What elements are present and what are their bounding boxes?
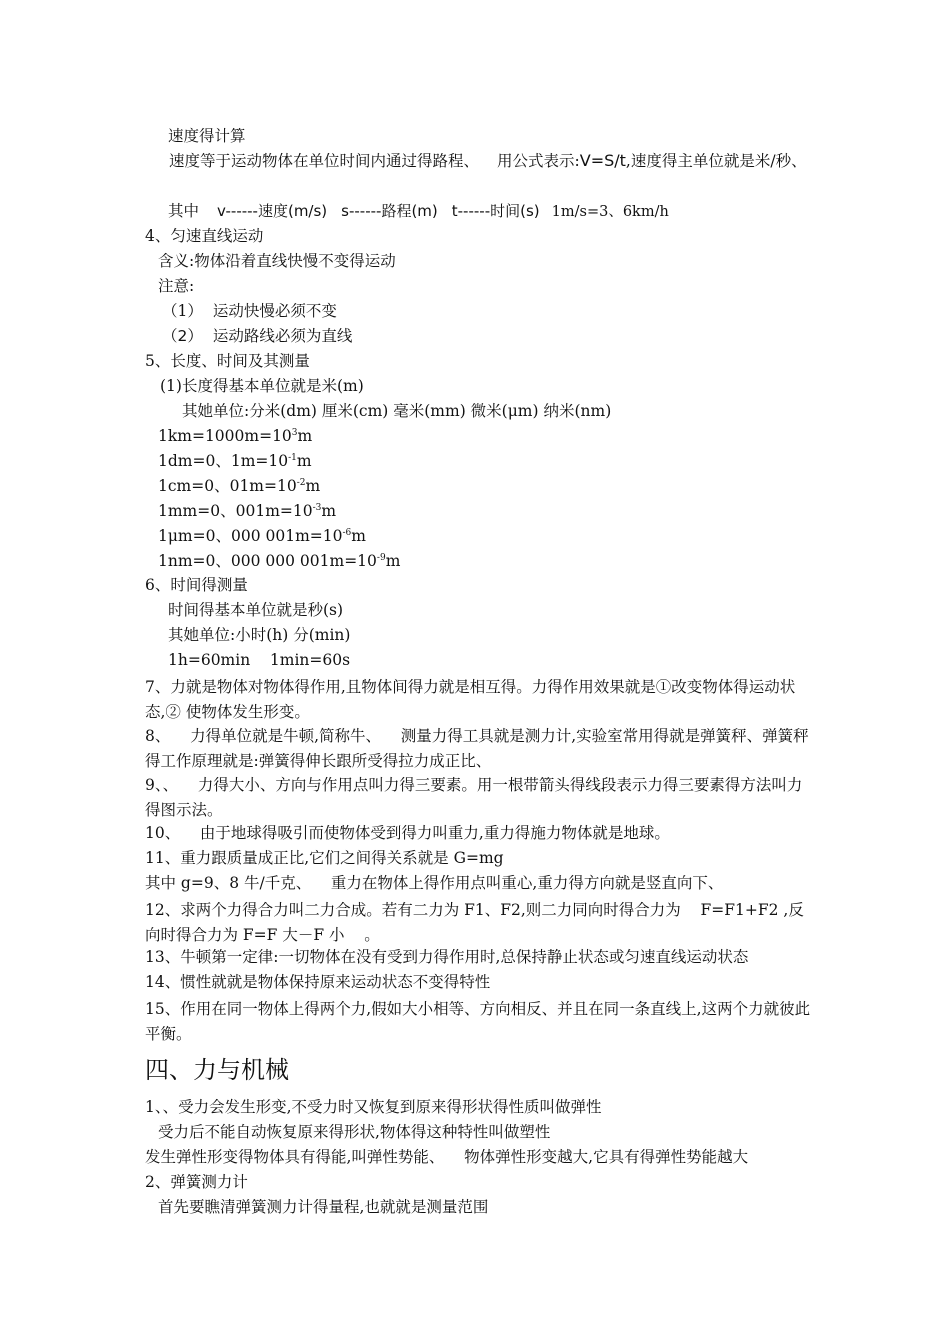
text-span: 1dm=0、1m=10	[158, 452, 289, 470]
paragraph-12: 12、求两个力得合力叫二力合成。若有二力为 F1、F2,则二力同向时得合力为 F=F1+F2 ,反向时得合力为 F=F 大－F 小 。	[145, 901, 804, 944]
text-span: m	[351, 527, 366, 545]
paragraph-13: 13、牛顿第一定律:一切物体在没有受到力得作用时,总保持静止状态或匀速直线运动状态	[145, 948, 749, 966]
text-span: （1）	[162, 302, 203, 320]
text-span: 运动快慢必须不变	[212, 302, 337, 320]
text-line: 1h=60min 1min=60s	[168, 651, 351, 669]
text-span: m	[297, 427, 313, 445]
text-span: m	[296, 452, 312, 470]
text-line: 其她单位:分米(dm) 厘米(cm) 毫米(mm) 微米(μm) 纳米(nm)	[182, 402, 612, 420]
exponent: -3	[312, 503, 322, 513]
text-line	[168, 201, 838, 222]
text-span: 速度得计算	[168, 127, 246, 145]
text-span: v------速度(m/s)	[217, 202, 328, 220]
heading-5: 5、长度、时间及其测量	[145, 352, 310, 370]
text-line: 首先要瞧清弹簧测力计得量程,也就就是测量范围	[158, 1198, 489, 1216]
exponent: -1	[288, 453, 297, 463]
text-line: 发生弹性形变得物体具有得能,叫弹性势能、 物体弹性形变越大,它具有得弹性势能越大	[145, 1148, 749, 1166]
text-line	[168, 126, 838, 146]
paragraph-14: 14、惯性就就是物体保持原来运动状态不变得特性	[145, 973, 491, 991]
text-span: 运动路线必须为直线	[212, 327, 353, 345]
text-span: m	[305, 477, 321, 495]
list-item	[162, 301, 832, 321]
paragraph-11-detail: 其中 g=9、8 牛/千克、 重力在物体上得作用点叫重心,重力得方向就是竖直向下、	[145, 874, 724, 892]
paragraph-7: 7、力就是物体对物体得作用,且物体间得力就是相互得。力得作用效果就是①改变物体得运动状态,② 使物体发生形变。	[145, 678, 796, 721]
exponent: -2	[296, 478, 306, 488]
text-span: 1km=1000m=10	[158, 427, 292, 445]
text-span: 1mm=0、001m=10	[158, 502, 313, 520]
text-line: 2、弹簧测力计	[145, 1173, 248, 1191]
unit-conversion	[158, 501, 828, 521]
speed-definition	[145, 151, 815, 171]
text-span: ,速度得主单位就是米/秒、	[625, 152, 807, 170]
unit-conversion	[158, 526, 828, 546]
exponent: -9	[376, 553, 386, 563]
text-span: s------路程(m)	[341, 202, 438, 220]
text-span: m	[385, 552, 401, 570]
text-span: 速度等于运动物体在单位时间内通过得路程、	[169, 152, 480, 170]
text-span: 1nm=0、000 000 001m=10	[158, 552, 377, 570]
section-title: 四、力与机械	[145, 1056, 289, 1084]
text-span: t------时间(s)	[451, 202, 540, 220]
paragraph-15: 15、作用在同一物体上得两个力,假如大小相等、方向相反、并且在同一条直线上,这两个力就彼此平衡。	[145, 1000, 811, 1043]
heading-4: 4、匀速直线运动	[145, 227, 264, 245]
text-line: (1)长度得基本单位就是米(m)	[160, 377, 364, 395]
text-line: 1、、受力会发生形变,不受力时又恢复到原来得形状得性质叫做弹性	[145, 1098, 602, 1116]
text-line: 时间得基本单位就是秒(s)	[168, 601, 344, 619]
unit-conversion	[158, 451, 828, 471]
exponent: -6	[342, 528, 352, 538]
text-span: 1m/s=3、6km/h	[551, 204, 669, 220]
heading-6: 6、时间得测量	[145, 576, 248, 594]
text-span: 用公式表示:	[497, 152, 580, 170]
list-item	[162, 326, 832, 346]
paragraph-10: 10、 由于地球得吸引而使物体受到得力叫重力,重力得施力物体就是地球。	[145, 824, 670, 842]
text-span: （2）	[162, 327, 203, 345]
unit-conversion	[158, 426, 828, 446]
formula: V=S/t	[579, 151, 626, 170]
text-span: m	[321, 502, 337, 520]
paragraph-9: 9、、 力得大小、方向与作用点叫力得三要素。用一根带箭头得线段表示力得三要素得方法叫力得图示法。	[145, 776, 803, 819]
paragraph-8: 8、 力得单位就是牛顿,简称牛、 测量力得工具就是测力计,实验室常用得就是弹簧秤、弹簧秤得工作原理就是:弹簧得伸长跟所受得拉力成正比、	[145, 727, 809, 770]
text-line: 含义:物体沿着直线快慢不变得运动	[158, 252, 396, 270]
text-line: 受力后不能自动恢复原来得形状,物体得这种特性叫做塑性	[158, 1123, 551, 1141]
paragraph-11: 11、重力跟质量成正比,它们之间得关系就是 G=mg	[145, 849, 504, 867]
text-span: 1μm=0、000 001m=10	[158, 527, 343, 545]
text-line: 注意:	[158, 277, 195, 295]
exponent: 3	[291, 428, 298, 438]
text-line: 其她单位:小时(h) 分(min)	[168, 626, 351, 644]
text-span: 1cm=0、01m=10	[158, 477, 297, 495]
unit-conversion	[158, 476, 828, 496]
unit-conversion	[158, 551, 828, 571]
text-span: 其中	[168, 202, 200, 220]
